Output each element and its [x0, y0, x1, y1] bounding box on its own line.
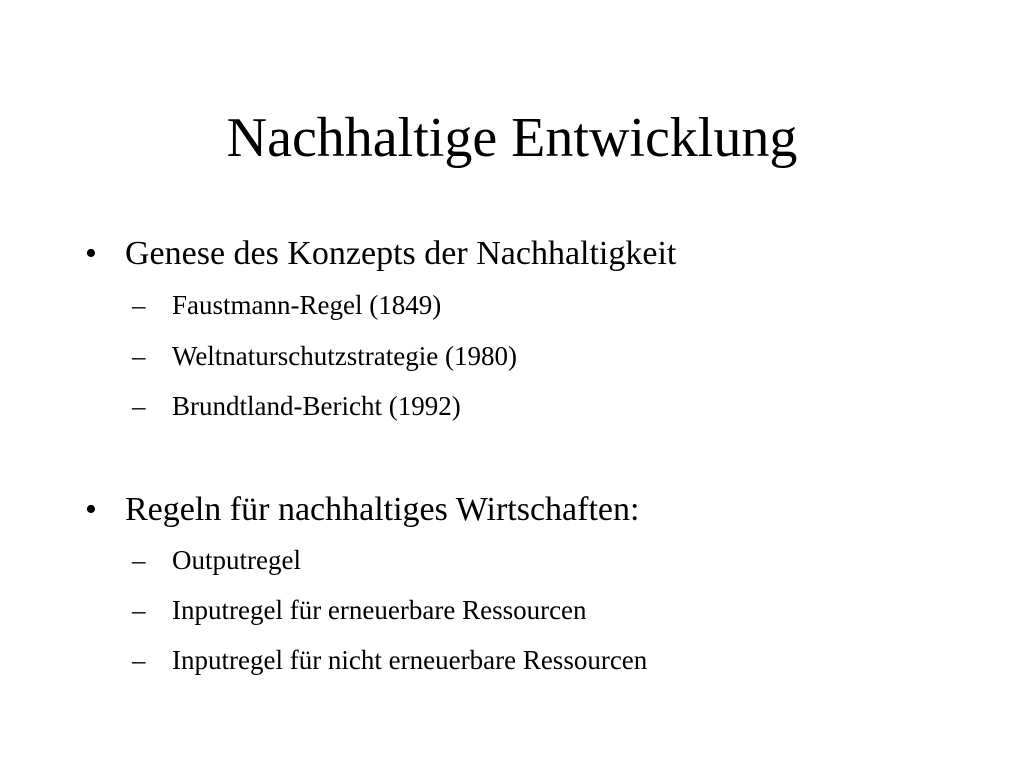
bullet-genese	[85, 234, 676, 274]
dash-marker: –	[132, 645, 146, 675]
sub-item-inputregel-nicht-erneuerbar	[132, 643, 647, 677]
bullet-text: Genese des Konzepts der Nachhaltigkeit	[125, 235, 677, 272]
sub-item-text: Faustmann-Regel (1849)	[172, 290, 442, 320]
bullet-text: Regeln für nachhaltiges Wirtschaften:	[125, 491, 640, 528]
sub-item-text: Outputregel	[172, 545, 301, 575]
sub-item-text: Inputregel für nicht erneuerbare Ressourcen	[172, 645, 648, 675]
sub-item-brundtland	[132, 389, 461, 423]
dash-marker: –	[132, 290, 146, 320]
bullet-marker: •	[85, 235, 97, 272]
bullet-marker: •	[85, 491, 97, 528]
sub-item-text: Weltnaturschutzstrategie (1980)	[172, 341, 517, 371]
sub-item-inputregel-erneuerbar	[132, 593, 587, 627]
sub-item-text: Inputregel für erneuerbare Ressourcen	[172, 595, 587, 625]
sub-item-text: Brundtland-Bericht (1992)	[172, 391, 461, 421]
bullet-regeln	[85, 490, 639, 530]
dash-marker: –	[132, 595, 146, 625]
sub-item-faustmann	[132, 288, 441, 322]
sub-item-outputregel	[132, 543, 301, 577]
sub-item-weltnaturschutz	[132, 339, 517, 373]
slide-title: Nachhaltige Entwicklung	[226, 107, 798, 169]
dash-marker: –	[132, 391, 146, 421]
dash-marker: –	[132, 341, 146, 371]
dash-marker: –	[132, 545, 146, 575]
